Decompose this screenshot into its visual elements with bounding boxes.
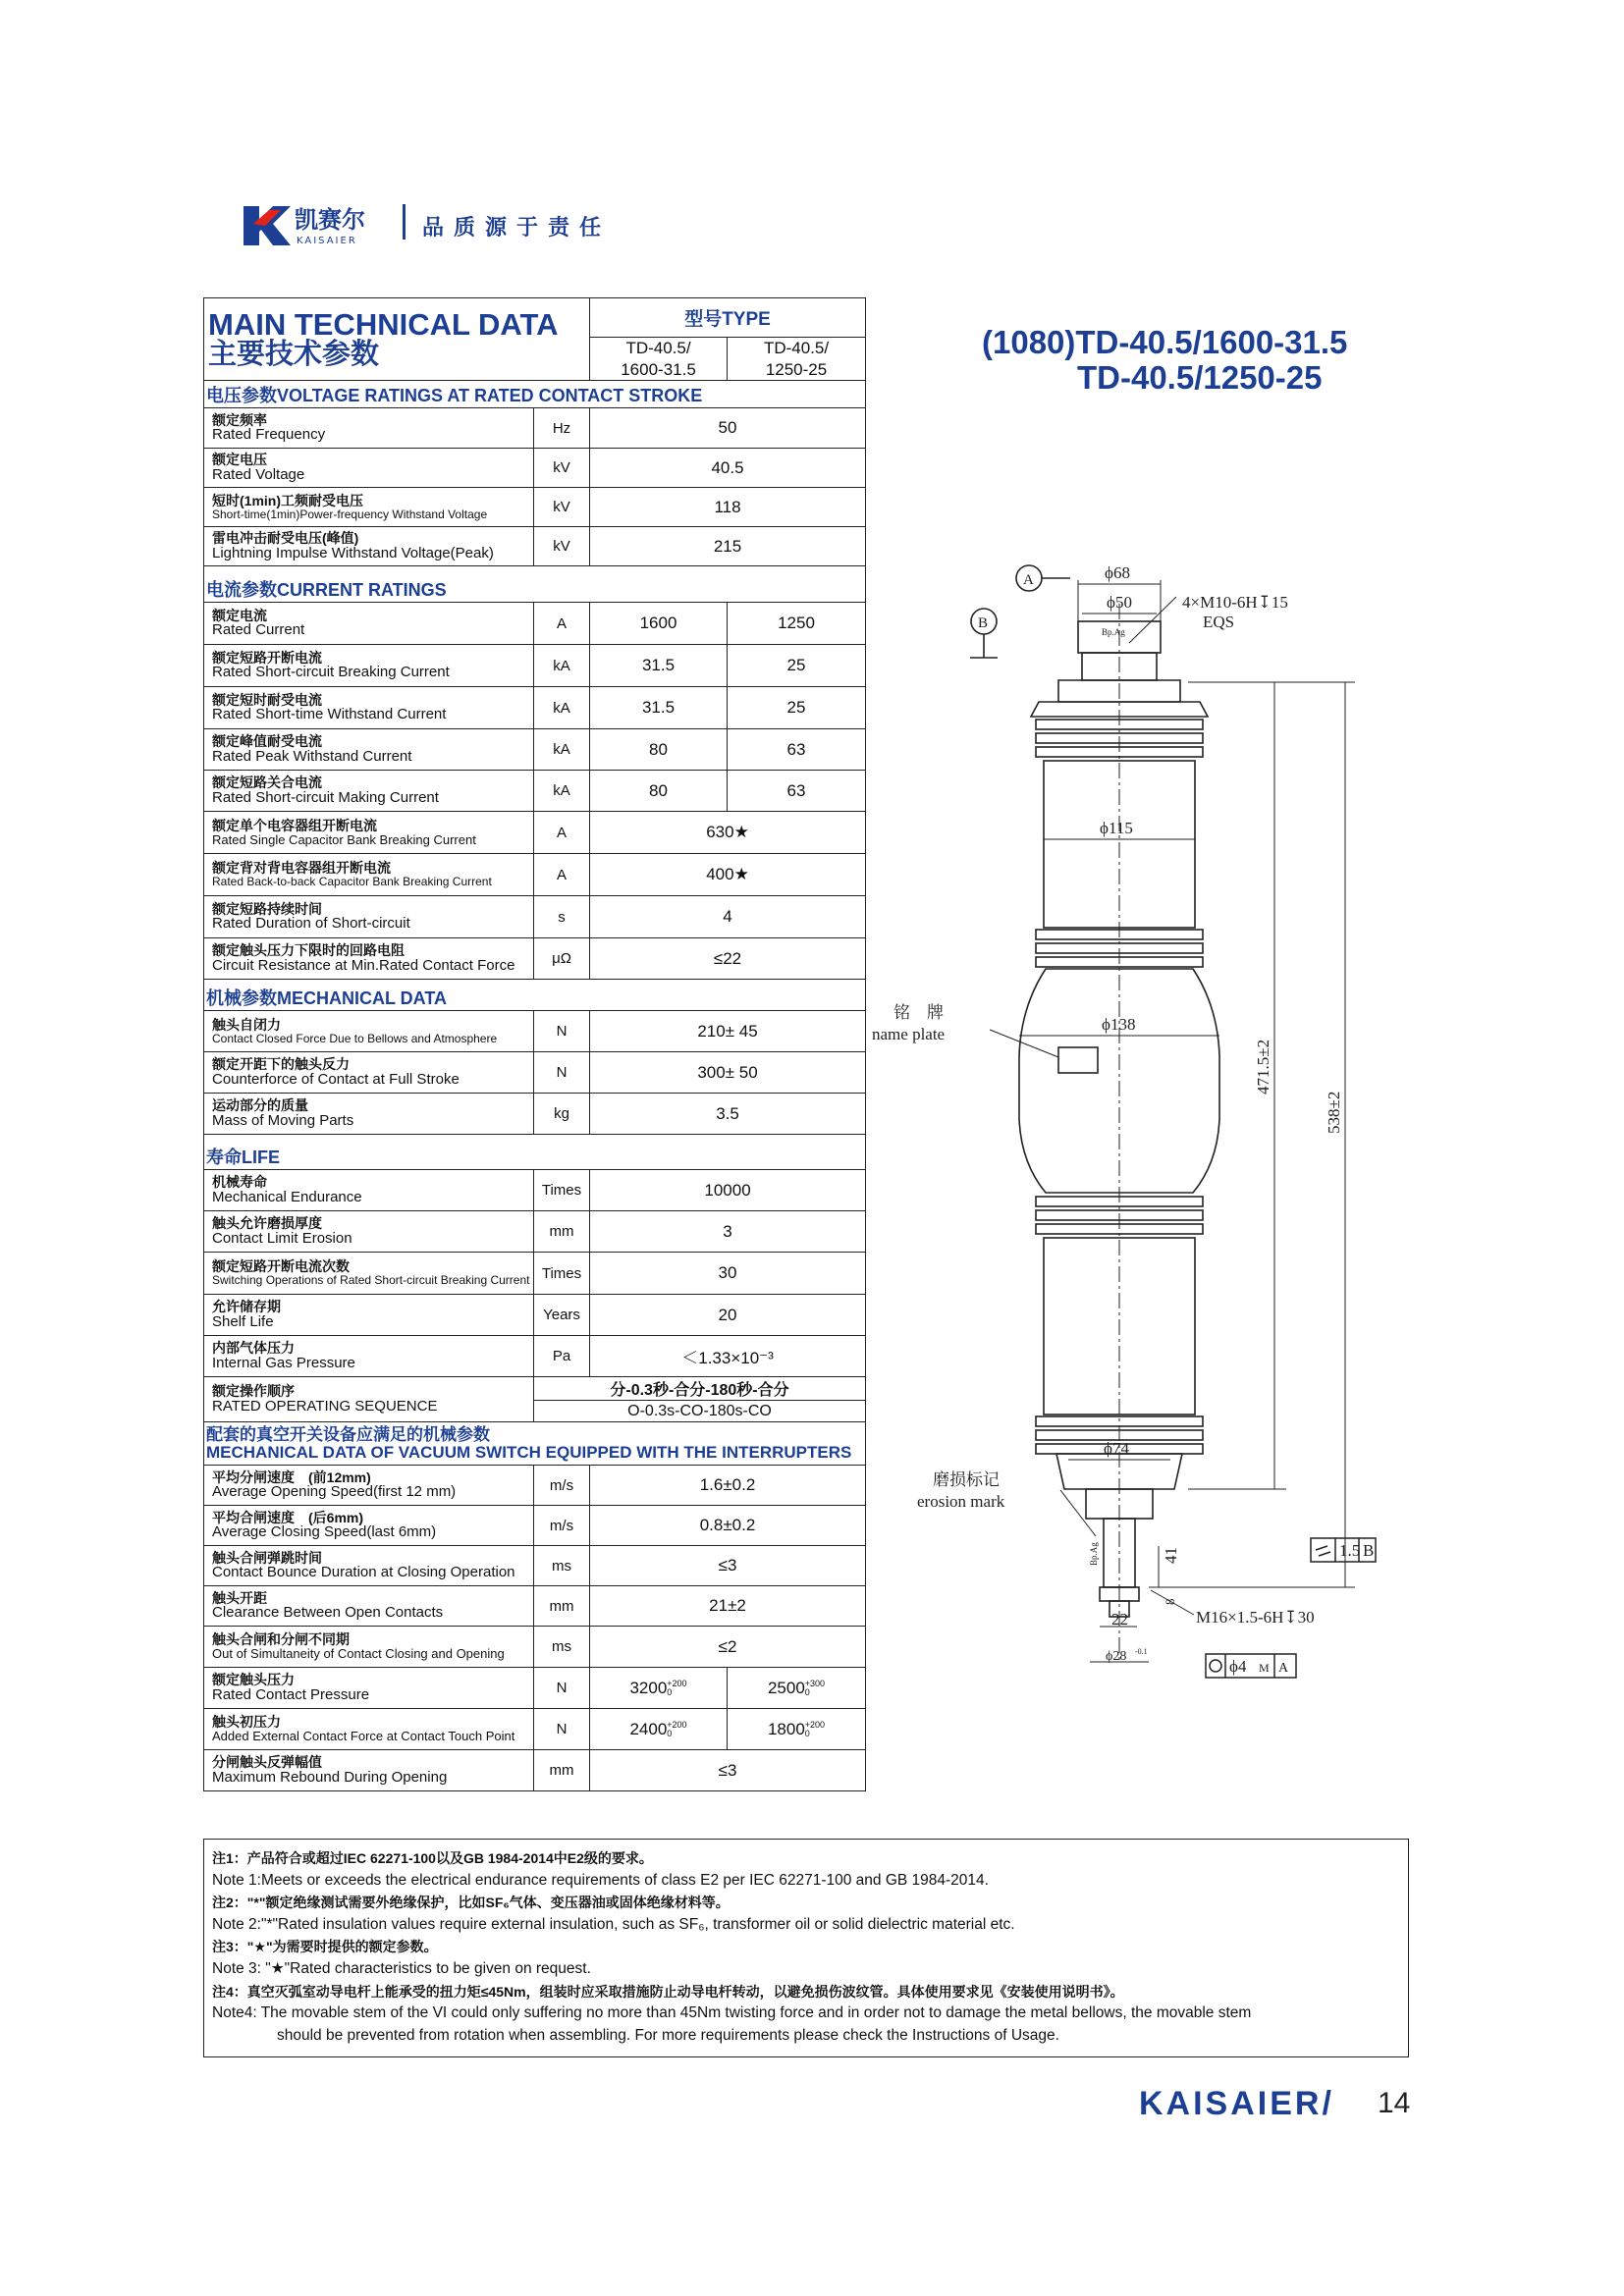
thread-bottom: M16×1.5-6H↧30: [1196, 1608, 1315, 1627]
table-row: 额定短时耐受电流 Rated Short-time Withstand Current kA 31.5 25: [204, 687, 866, 729]
brand-name-cn: 凯赛尔: [295, 206, 365, 234]
section-mechanical: 机械参数MECHANICAL DATA: [204, 980, 866, 1011]
position-tolerance: ϕ4: [1229, 1657, 1247, 1676]
dim-d74: ϕ74: [1104, 1439, 1129, 1458]
dim-d28: ϕ28: [1106, 1649, 1127, 1664]
eqs-label: EQS: [1203, 613, 1235, 631]
position-datum: A: [1278, 1661, 1289, 1676]
brand-name-en: KAISAIER: [297, 236, 357, 246]
table-row: 触头自闭力 Contact Closed Force Due to Bellows and Atmosphere N 210± 45: [204, 1011, 866, 1052]
nameplate-label-en: name plate: [872, 1025, 946, 1043]
table-row: 内部气体压力 Internal Gas Pressure Pa ＜1.33×10⁻³: [204, 1336, 866, 1377]
interrupter-drawing: [864, 545, 1414, 1723]
note-line: Note 2:"*"Rated insulation values require external insulation, such as SF₆, transformer oil or solid dielectric material etc.: [212, 1915, 1015, 1933]
table-title: [204, 298, 590, 381]
erosion-label-en: erosion mark: [917, 1492, 1005, 1511]
dim-d50: ϕ50: [1107, 593, 1132, 612]
section-current: 电流参数CURRENT RATINGS: [204, 566, 866, 603]
notes-box: [203, 1839, 1409, 2057]
dim-d138: ϕ138: [1102, 1015, 1136, 1034]
model-2: TD-40.5/ 1250-25: [728, 338, 866, 381]
note-line: Note4: The movable stem of the VI could only suffering no more than 45Nm twisting force and in order not to damage the metal bellows, the movable stem: [212, 2004, 1252, 2022]
header-slogan: 品质源于责任: [422, 215, 612, 240]
table-row: 触头允许磨损厚度 Contact Limit Erosion mm 3: [204, 1211, 866, 1253]
technical-data-table: [203, 297, 866, 1791]
table-title-zh: 主要技术参数: [208, 338, 380, 370]
table-row: 额定短路关合电流 Rated Short-circuit Making Current kA 80 63: [204, 771, 866, 812]
note-line: 注2："*"额定绝缘测试需要外绝缘保护，比如SF₆气体、变压器油或固体绝缘材料等。: [212, 1895, 730, 1911]
table-row: 分闸触头反弹幅值 Maximum Rebound During Opening mm ≤3: [204, 1750, 866, 1791]
table-row: 额定短路持续时间 Rated Duration of Short-circuit s 4: [204, 896, 866, 938]
note-line: 注3："★"为需要时提供的额定参数。: [212, 1939, 438, 1955]
nameplate-label-zh: 铭 牌: [893, 1003, 944, 1022]
note-line: 注1：产品符合或超过IEC 62271-100以及GB 1984-2014中E2级的要求。: [212, 1850, 653, 1866]
dim-length-471: 471.5±2: [1254, 1039, 1272, 1095]
note-line: Note 1:Meets or exceeds the electrical endurance requirements of class E2 per IEC 62271-100 and GB 1984-2014.: [212, 1871, 989, 1889]
dim-d68: ϕ68: [1105, 563, 1130, 582]
table-row: 额定频率 Rated Frequency Hz 50: [204, 408, 866, 449]
table-row: 额定操作顺序 RATED OPERATING SEQUENCE 分-0.3秒-合分-180秒-合分: [204, 1377, 866, 1401]
table-row: 机械寿命 Mechanical Endurance Times 10000: [204, 1170, 866, 1211]
brand-logo: [240, 202, 387, 249]
dim-41: 41: [1162, 1547, 1180, 1564]
product-title-line1: (1080)TD-40.5/1600-31.5: [982, 324, 1348, 360]
product-title-line2: TD-40.5/1250-25: [1077, 359, 1323, 396]
table-row: 允许储存期 Shelf Life Years 20: [204, 1295, 866, 1336]
position-modifier: M: [1259, 1661, 1270, 1675]
table-row: 平均分闸速度 (前12mm) Average Opening Speed(first 12 mm) m/s 1.6±0.2: [204, 1466, 866, 1506]
dim-d115: ϕ115: [1100, 819, 1133, 837]
table-row: 额定电压 Rated Voltage kV 40.5: [204, 449, 866, 488]
section-life: 寿命LIFE: [204, 1135, 866, 1170]
type-header: 型号TYPE: [590, 298, 866, 338]
table-row: 额定短路开断电流 Rated Short-circuit Breaking Current kA 31.5 25: [204, 645, 866, 687]
table-row: 额定短路开断电流次数 Switching Operations of Rated Short-circuit Breaking Current Times 30: [204, 1253, 866, 1295]
table-row: 触头初压力 Added External Contact Force at Contact Touch Point N 2400+200 0 1800+200 0: [204, 1709, 866, 1750]
table-row: 雷电冲击耐受电压(峰值) Lightning Impulse Withstand Voltage(Peak) kV 215: [204, 527, 866, 566]
page-number: 14: [1378, 2087, 1411, 2119]
table-row: O-0.3s-CO-180s-CO: [204, 1401, 866, 1422]
datum-b-label: B: [978, 615, 989, 631]
parallelism-datum: B: [1363, 1541, 1375, 1560]
datum-a-label: A: [1023, 572, 1034, 588]
dim-22: 22: [1111, 1610, 1128, 1629]
note-line: Note 3: "★"Rated characteristics to be given on request.: [212, 1959, 591, 1977]
dim-d28-tolerance: -0.1: [1135, 1647, 1148, 1656]
table-row: 触头合闸和分闸不同期 Out of Simultaneity of Contact Closing and Opening ms ≤2: [204, 1627, 866, 1668]
footer-brand: KAISAIER/: [1139, 2085, 1334, 2122]
dim-length-538: 538±2: [1325, 1091, 1343, 1134]
table-title-en: MAIN TECHNICAL DATA: [208, 306, 559, 342]
material-label-top: Bp.Ag: [1102, 627, 1125, 637]
table-row: 额定单个电容器组开断电流 Rated Single Capacitor Bank Breaking Current A 630★: [204, 812, 866, 854]
material-label-bottom: Bp.Ag: [1089, 1542, 1099, 1566]
note-line: should be prevented from rotation when assembling. For more requirements please check the Instructions of Usage.: [277, 2026, 1059, 2044]
erosion-label-zh: 磨损标记: [933, 1470, 1000, 1489]
dim-8: 8: [1163, 1598, 1177, 1605]
table-row: 额定峰值耐受电流 Rated Peak Withstand Current kA 80 63: [204, 729, 866, 771]
section-vacuum-switch: 配套的真空开关设备应满足的机械参数 MECHANICAL DATA OF VACUUM SWITCH EQUIPPED WITH THE INTERRUPTERS: [204, 1422, 866, 1466]
table-row: 额定背对背电容器组开断电流 Rated Back-to-back Capacitor Bank Breaking Current A 400★: [204, 854, 866, 896]
table-row: 触头开距 Clearance Between Open Contacts mm 21±2: [204, 1586, 866, 1627]
model-1: TD-40.5/ 1600-31.5: [590, 338, 728, 381]
table-row: 短时(1min)工频耐受电压 Short-time(1min)Power-frequency Withstand Voltage kV 118: [204, 488, 866, 527]
table-row: 额定开距下的触头反力 Counterforce of Contact at Full Stroke N 300± 50: [204, 1052, 866, 1094]
table-row: 额定电流 Rated Current A 1600 1250: [204, 603, 866, 645]
table-row: 额定触头压力 Rated Contact Pressure N 3200+200 0 2500+300 0: [204, 1668, 866, 1709]
note-line: 注4：真空灭弧室动导电杆上能承受的扭力矩≤45Nm，组装时应采取措施防止动导电杆转动，以避免损伤波纹管。具体使用要求见《安装使用说明书》。: [212, 1983, 1124, 2000]
section-voltage: 电压参数VOLTAGE RATINGS AT RATED CONTACT STROKE: [204, 381, 866, 408]
table-row: 运动部分的质量 Mass of Moving Parts kg 3.5: [204, 1094, 866, 1135]
table-row: 额定触头压力下限时的回路电阻 Circuit Resistance at Min.Rated Contact Force μΩ ≤22: [204, 938, 866, 980]
header-separator: [403, 204, 406, 240]
table-row: 触头合闸弹跳时间 Contact Bounce Duration at Closing Operation ms ≤3: [204, 1546, 866, 1586]
thread-top: 4×M10-6H↧15: [1182, 593, 1288, 612]
parallelism-tolerance: 1.5: [1339, 1541, 1361, 1560]
table-row: 平均合闸速度 (后6mm) Average Closing Speed(last 6mm) m/s 0.8±0.2: [204, 1506, 866, 1546]
